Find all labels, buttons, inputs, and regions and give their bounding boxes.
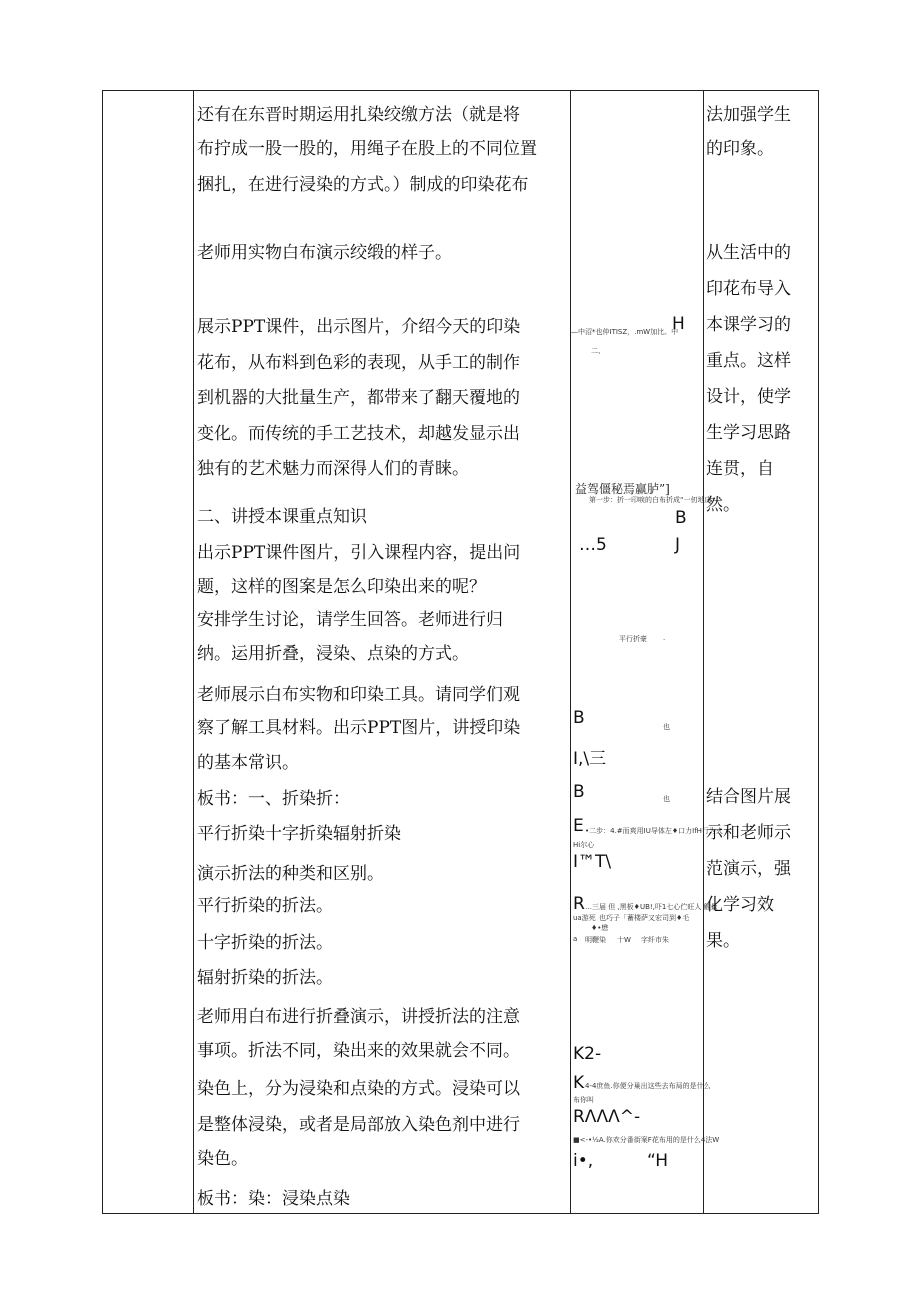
note-line: 法加强学生 [706,105,791,125]
note-line: 印花布导入 [706,279,791,299]
image-caption: ♦•懋 [591,924,609,932]
note-line: 生学习思路 [706,423,791,443]
note-line: 果。 [706,931,740,951]
note-line: 连贯，自 [706,459,774,479]
process-line: 安排学生讨论，请学生回答。老师进行归 [197,610,503,630]
note-line: 重点。这样 [706,351,791,371]
image-caption: ua游死 [573,914,596,922]
process-line: 辐射折染的折法。 [197,968,333,988]
image-caption: 4-4庶鱼.你便分巢出这些去布局的是什么 [585,1082,711,1090]
process-line: 到机器的大批量生产，都带来了翻天覆地的 [197,388,520,408]
image-caption: R [573,894,585,914]
process-line: 花布，从布料到色彩的表现，从手工的制作 [197,353,520,373]
process-line: 题，这样的图案是怎么印染出来的呢？ [197,577,486,597]
note-line: 化学习效 [706,895,774,915]
image-caption: 第一步：折一印唳的白布折成“一仞地床 [589,496,712,504]
image-caption: •二步：4.#而爽用IU导体左♦口力IfH行为火 [585,827,723,835]
note-line: 的印象。 [706,139,774,159]
process-line: 老师用实物白布演示绞缎的样子。 [197,243,452,263]
board-note: 板书：一、折染折： [197,789,350,809]
design-notes-column [704,90,818,1212]
board-note: 板书：染：浸染点染 [197,1189,350,1209]
image-caption: …5 [579,535,607,555]
process-line: 染色。 [197,1149,248,1169]
image-caption: Hi尔心 [573,841,595,849]
process-line: 老师用白布进行折叠演示，讲授折法的注意 [197,1007,520,1027]
image-caption: I™T\ [573,852,612,872]
process-line: 染色上，分为浸染和点染的方式。浸染可以 [197,1079,520,1099]
image-caption: 也 [663,795,670,803]
image-caption: I,\三 [573,749,607,769]
note-line: 然。 [706,495,740,515]
process-line: 纳。运用折叠，浸染、点染的方式。 [197,644,469,664]
process-line: 展示PPT课件，出示图片，介绍今天的印染 [197,317,521,337]
table-border-right [818,90,819,1213]
note-line: 本课学习的 [706,315,791,335]
process-line: 老师展示白布实物和印染工具。请同学们观 [197,685,520,705]
process-line: 平行折染十字折染辐射折染 [197,824,401,844]
image-caption: . [663,634,666,642]
note-line: 示和老师示 [706,823,791,843]
process-line: 独有的艺术魅力而深得人们的青睐。 [197,459,469,479]
process-line: 变化。而传统的手工艺技术，却越发显示出 [197,424,520,444]
image-caption: ■<-•½A.你欢分番街案F花布用的是什么4法W [573,1136,720,1144]
image-caption: 字纤市朱 [641,936,669,944]
image-column [571,90,723,1212]
image-caption: 益驾僵秘焉赢胪”] [575,482,670,496]
image-caption: J [675,535,681,555]
image-caption: 十W [617,936,631,944]
process-line: 十字折染的折法。 [197,933,333,953]
process-line: 演示折法的种类和区别。 [197,864,384,884]
teaching-process-column [194,90,570,1212]
process-line: 事项。折法不同，染出来的效果就会不同。 [197,1041,520,1061]
image-caption: 也 [663,723,670,731]
image-caption: E [573,816,584,836]
process-line: 的基本常识。 [197,753,299,773]
process-line: 平行折染的折法。 [197,896,333,916]
image-caption: K [573,1073,585,1093]
process-line: 是整体浸染，或者是局部放入染色剂中进行 [197,1115,520,1135]
image-caption: 平行折豪 [619,635,647,643]
image-caption: B [573,708,585,728]
image-caption: —中沼*也仲ITISZ，.mW加比。中 [571,328,679,336]
image-caption: RΛΛΛ^- [573,1107,641,1127]
section-heading: 二、讲授本课重点知识 [197,507,367,527]
image-caption: 布你叫 [573,1096,594,1104]
image-caption: “H [647,1151,669,1171]
process-line: 察了解工具材料。出示PPT图片，讲授印染 [197,718,521,738]
image-caption: 明鞭染 [585,936,606,944]
process-line: 出示PPT课件图片，引入课程内容，提出问 [197,543,521,563]
image-caption: …三届 但 ,黑板♦UB!,吓1七心伫旺人 触量 [585,903,718,911]
note-line: 设计，使学 [706,387,791,407]
note-line: 从生活中的 [706,243,791,263]
image-caption: a [573,935,578,943]
process-line: 还有在东晋时期运用扎染绞缴方法（就是将 [197,105,520,125]
note-line: 结合图片展 [706,787,791,807]
process-line: 捆扎，在进行浸染的方式。）制成的印染花布 [197,175,529,195]
image-caption: 二、 [591,347,605,355]
process-line: 布拧成一股一股的，用绳子在股上的不同位置 [197,139,537,159]
image-caption: i•, [573,1151,594,1171]
image-caption: B [675,508,687,528]
image-caption: K2- [573,1044,602,1064]
image-caption: H [672,314,685,334]
image-caption: B [573,782,585,802]
table-border-left [102,90,103,1213]
image-caption: 也巧子「蓄楼萨又宏司到♦毛 [599,914,690,922]
note-line: 范演示，强 [706,859,791,879]
